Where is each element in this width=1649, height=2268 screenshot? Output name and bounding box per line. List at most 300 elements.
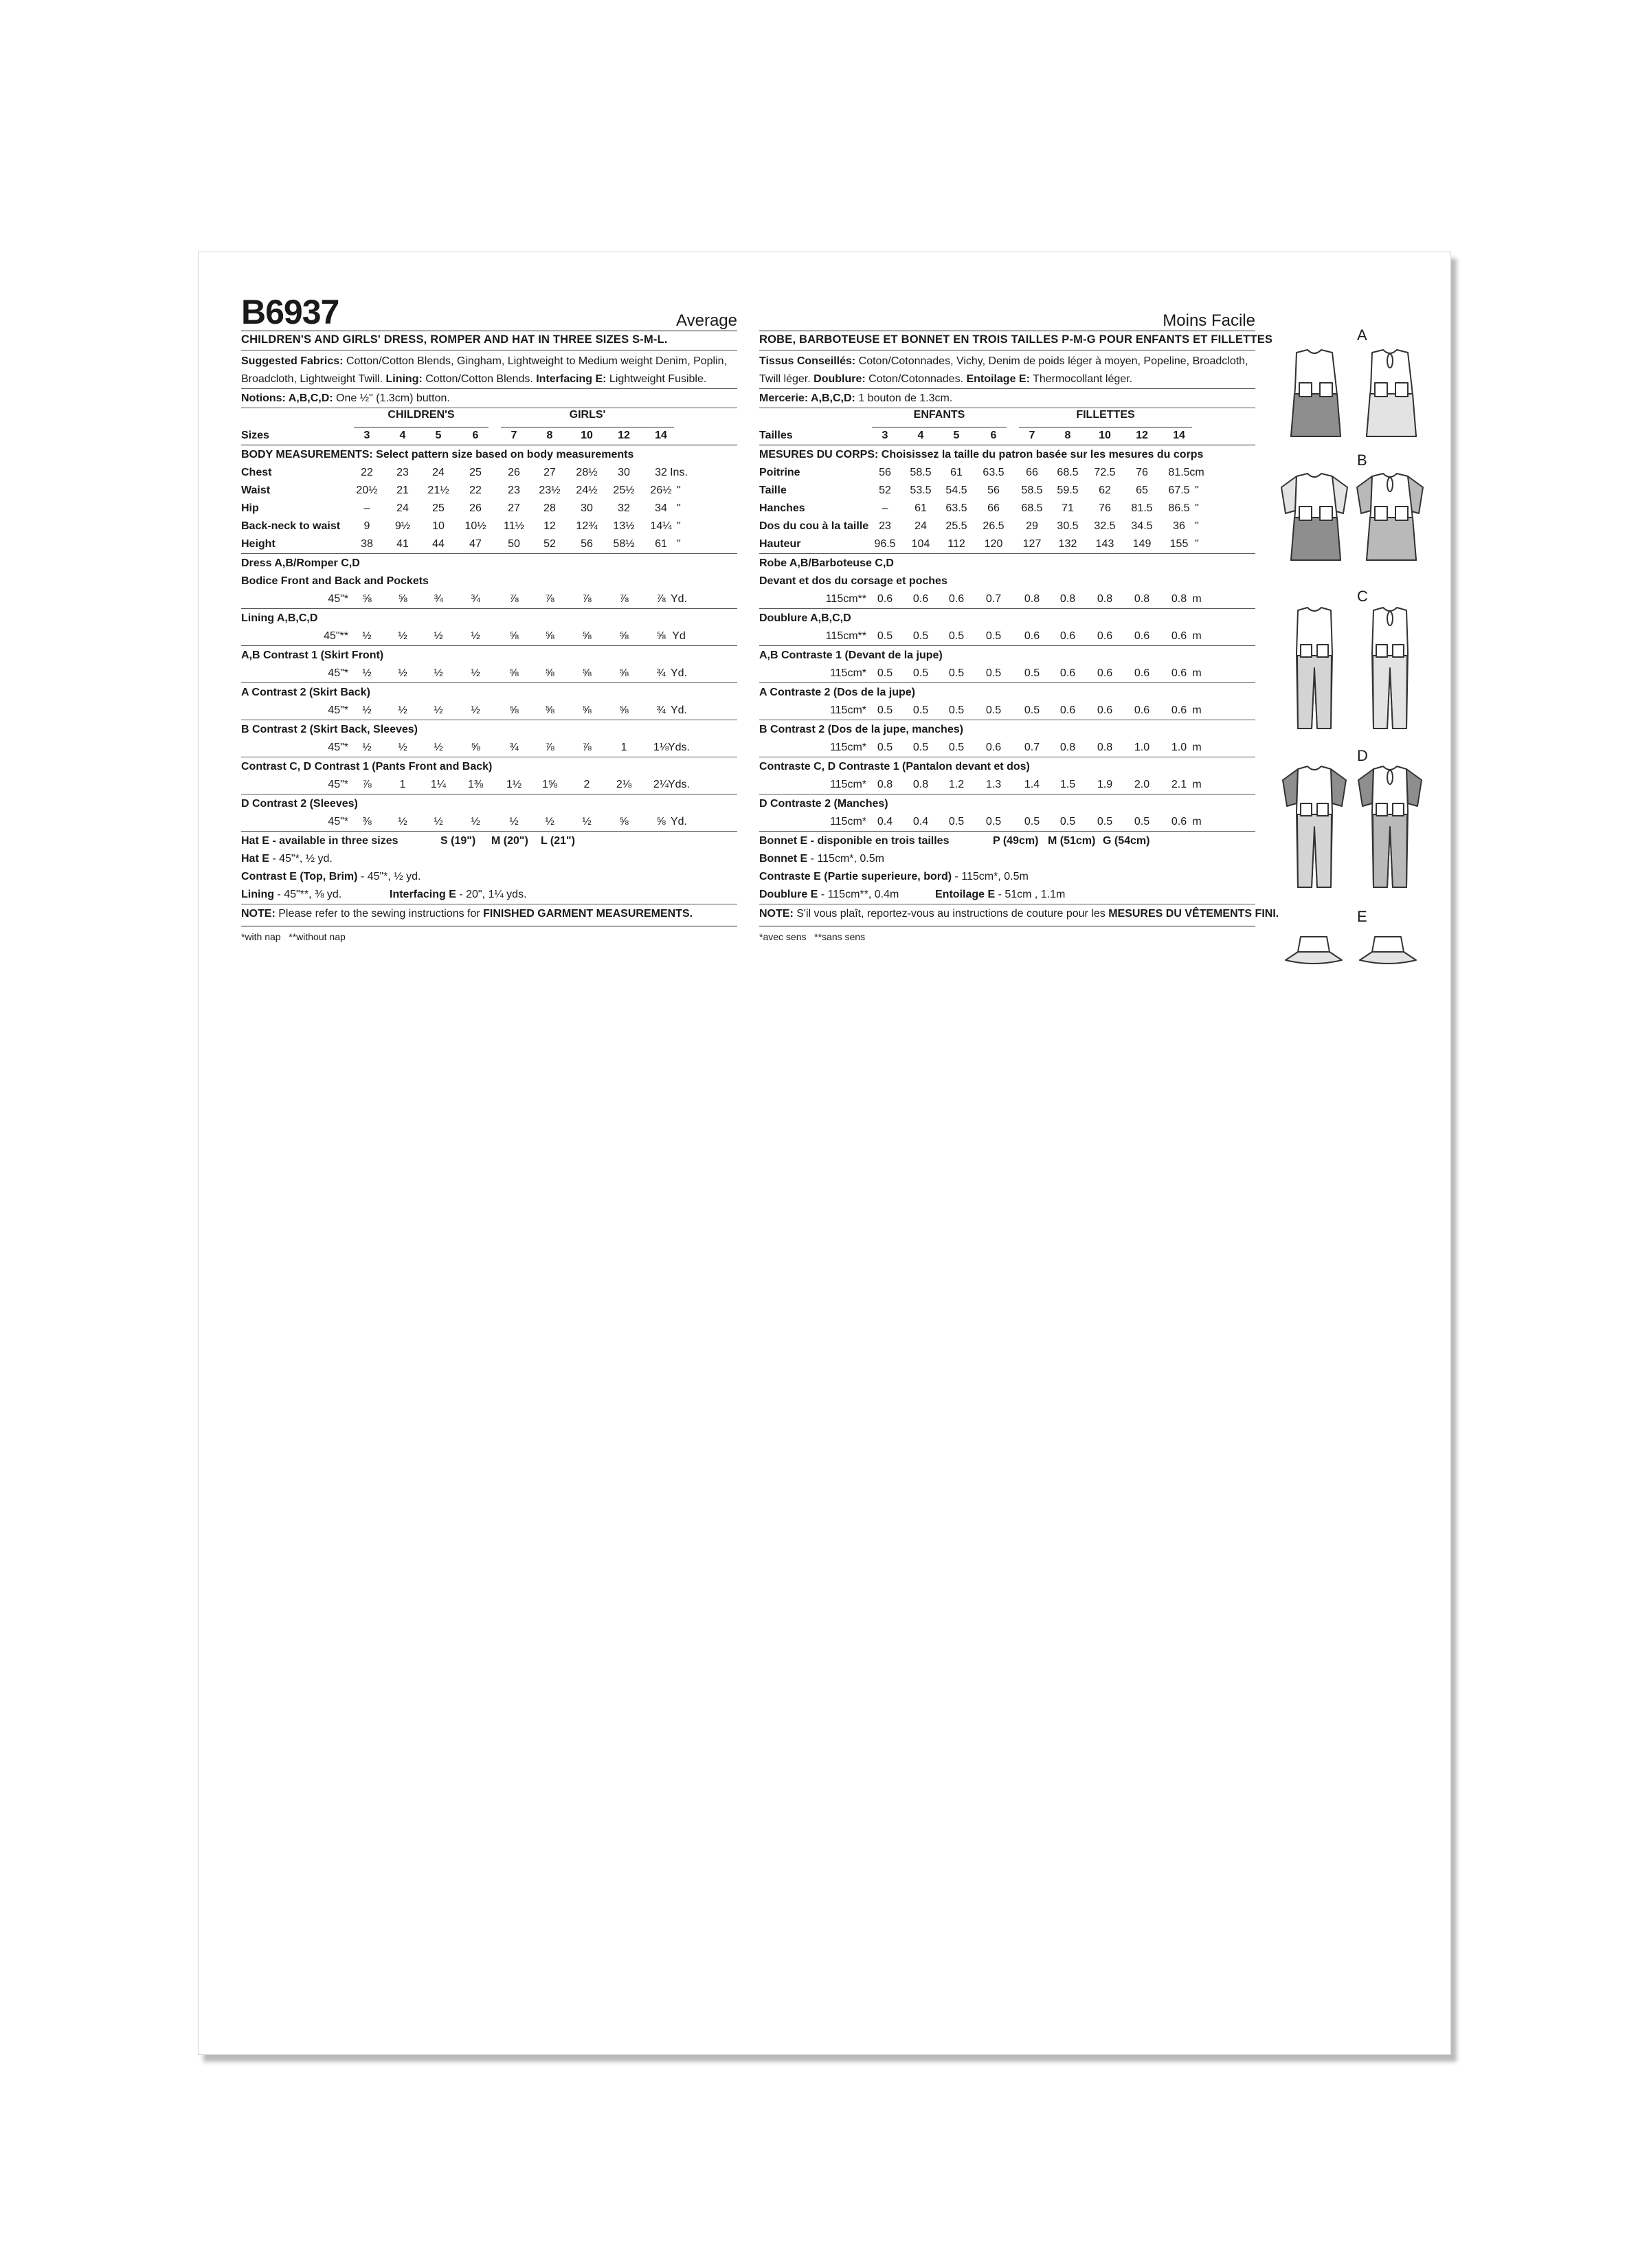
suggested-fabrics bbox=[241, 353, 737, 388]
table-cell: ⅝ bbox=[582, 704, 592, 716]
size-header: 3 bbox=[363, 430, 370, 441]
table-cell: 0.6 bbox=[1059, 630, 1076, 642]
table-cell: 0.5 bbox=[948, 667, 965, 679]
fabric-width: 115cm* bbox=[829, 704, 866, 716]
table-cell: ⅝ bbox=[509, 667, 519, 679]
table-cell: ½ bbox=[434, 630, 443, 642]
table-cell: ⅝ bbox=[509, 704, 519, 716]
table-cell: ½ bbox=[545, 816, 554, 827]
body-text: Lightweight Fusible. bbox=[606, 373, 707, 385]
table-cell: 13½ bbox=[613, 520, 635, 532]
emphasis-label: Hat E bbox=[241, 853, 269, 865]
table-cell: ⅞ bbox=[545, 593, 554, 605]
table-cell: 96.5 bbox=[874, 538, 896, 550]
table-cell: 71 bbox=[1062, 502, 1074, 514]
table-cell: – bbox=[882, 502, 888, 514]
table-cell: ¾ bbox=[434, 593, 443, 605]
view-label-c: C bbox=[1357, 588, 1368, 605]
table-cell: 24 bbox=[432, 467, 445, 478]
table-cell: 10½ bbox=[464, 520, 486, 532]
table-cell: 30.5 bbox=[1057, 520, 1079, 532]
hat-lining bbox=[241, 886, 341, 904]
table-cell: ½ bbox=[362, 704, 372, 716]
table-cell: ⅞ bbox=[509, 593, 519, 605]
unit-cell: Yd. bbox=[670, 593, 687, 605]
size-header: 14 bbox=[1173, 430, 1185, 441]
unit-cell: m bbox=[1192, 704, 1202, 716]
table-cell: 32 bbox=[618, 502, 630, 514]
table-cell: 58.5 bbox=[1021, 485, 1043, 496]
table-row bbox=[241, 665, 737, 682]
table-cell: 50 bbox=[508, 538, 520, 550]
yardage-item-heading bbox=[759, 721, 1255, 739]
table-cell: 11½ bbox=[504, 520, 524, 532]
table-cell: 0.5 bbox=[948, 704, 965, 716]
table-cell: ⅝ bbox=[545, 704, 554, 716]
table-cell: ⅝ bbox=[619, 667, 629, 679]
notions bbox=[241, 390, 737, 408]
table-cell: 21½ bbox=[427, 485, 449, 496]
table-cell: 58.5 bbox=[910, 467, 932, 478]
row-label: Bonnet E - disponible en trois tailles bbox=[759, 835, 950, 847]
table-cell: 0.5 bbox=[985, 816, 1002, 827]
divider bbox=[759, 682, 1255, 683]
yardage-item-heading bbox=[241, 647, 737, 665]
note-text-wrap bbox=[241, 905, 693, 923]
table-cell: ⅞ bbox=[362, 779, 372, 790]
size-header: 7 bbox=[511, 430, 517, 441]
table-cell: 0.6 bbox=[1171, 816, 1187, 827]
table-cell: 127 bbox=[1022, 538, 1042, 550]
row-label: Lining A,B,C,D bbox=[241, 612, 318, 624]
yardage-item-heading bbox=[759, 795, 1255, 813]
table-cell: 0.5 bbox=[948, 816, 965, 827]
table-cell: 61 bbox=[950, 467, 963, 478]
hat-sizes-row bbox=[241, 832, 737, 850]
table-cell: 2.0 bbox=[1134, 779, 1150, 790]
table-cell: 0.5 bbox=[912, 704, 929, 716]
table-row bbox=[759, 627, 1255, 645]
table-cell: 14¼ bbox=[650, 520, 672, 532]
table-cell: ⅞ bbox=[545, 742, 554, 753]
table-cell: ¾ bbox=[656, 667, 666, 679]
body-text: - 115cm*, 0.5m bbox=[807, 853, 884, 865]
hat-interfacing bbox=[390, 886, 527, 904]
note-emphasis: FINISHED GARMENT MEASUREMENTS. bbox=[483, 908, 693, 920]
row-label: Back-neck to waist bbox=[241, 520, 341, 532]
table-cell: ½ bbox=[509, 816, 519, 827]
table-cell: 26½ bbox=[650, 485, 672, 496]
table-row bbox=[241, 464, 737, 482]
table-cell: 56 bbox=[987, 485, 1000, 496]
yardage-item-heading bbox=[759, 758, 1255, 776]
table-cell: ⅝ bbox=[545, 667, 554, 679]
table-cell: 30 bbox=[581, 502, 593, 514]
hat-lining bbox=[759, 886, 899, 904]
difficulty-level: Average bbox=[676, 311, 737, 330]
table-cell: 59.5 bbox=[1057, 485, 1079, 496]
table-cell: 56 bbox=[879, 467, 891, 478]
table-cell: 66 bbox=[987, 502, 1000, 514]
table-cell: 9 bbox=[363, 520, 370, 532]
table-cell: 0.8 bbox=[1059, 742, 1076, 753]
yardage-item-heading bbox=[241, 721, 737, 739]
table-cell: ½ bbox=[398, 667, 407, 679]
hat-size: L (21") bbox=[541, 835, 575, 847]
table-row bbox=[759, 482, 1255, 500]
unit-cell: " bbox=[677, 520, 681, 532]
suggested-fabrics bbox=[759, 353, 1255, 388]
row-label: Height bbox=[241, 538, 276, 550]
table-cell: 0.6 bbox=[1059, 704, 1076, 716]
table-cell: 25½ bbox=[613, 485, 635, 496]
row-label: B Contrast 2 (Skirt Back, Sleeves) bbox=[241, 724, 418, 735]
size-group-label: GIRLS' bbox=[569, 409, 606, 421]
table-cell: 0.5 bbox=[912, 630, 929, 642]
table-cell: 149 bbox=[1132, 538, 1152, 550]
table-cell: ½ bbox=[582, 816, 592, 827]
table-cell: 0.6 bbox=[1171, 667, 1187, 679]
row-label: A Contraste 2 (Dos de la jupe) bbox=[759, 687, 915, 698]
table-cell: 61 bbox=[915, 502, 927, 514]
unit-cell: Yd. bbox=[670, 667, 687, 679]
table-cell: ⅝ bbox=[619, 704, 629, 716]
table-cell: 26 bbox=[469, 502, 482, 514]
fabric-width: 115cm** bbox=[825, 593, 866, 605]
table-row bbox=[759, 500, 1255, 518]
divider bbox=[241, 553, 737, 554]
yardage-heading bbox=[759, 555, 1255, 572]
table-cell: 0.6 bbox=[1171, 630, 1187, 642]
section-heading: Robe A,B/Barboteuse C,D bbox=[759, 557, 894, 569]
table-cell: ⅞ bbox=[582, 742, 592, 753]
size-header: 10 bbox=[581, 430, 593, 441]
size-header: 8 bbox=[546, 430, 553, 441]
unit-cell: m bbox=[1192, 816, 1202, 827]
emphasis-label: Entoilage E: bbox=[966, 373, 1030, 385]
table-cell: 1.0 bbox=[1171, 742, 1187, 753]
row-label: Hat E - available in three sizes bbox=[241, 835, 399, 847]
table-cell: ⅝ bbox=[656, 816, 666, 827]
table-cell: 0.6 bbox=[1024, 630, 1040, 642]
size-header: 5 bbox=[435, 430, 442, 441]
fabric-width: 45"** bbox=[324, 630, 348, 642]
size-header: 14 bbox=[655, 430, 667, 441]
table-cell: 0.6 bbox=[1059, 667, 1076, 679]
table-row bbox=[241, 535, 737, 553]
table-cell: 1 bbox=[399, 779, 406, 790]
emphasis-label: Contraste E (Partie superieure, bord) bbox=[759, 871, 952, 882]
pattern-sheet bbox=[198, 252, 1451, 2055]
footnote: *with nap **without nap bbox=[241, 931, 346, 942]
hat-yardage-line bbox=[759, 850, 1255, 868]
table-cell: 22 bbox=[469, 485, 482, 496]
fabric-width: 115cm** bbox=[825, 630, 866, 642]
dress-b-illustration bbox=[1275, 471, 1439, 567]
unit-cell: " bbox=[1195, 485, 1199, 496]
table-cell: ⅝ bbox=[582, 630, 592, 642]
fabric-width: 115cm* bbox=[829, 742, 866, 753]
hat-lining-row bbox=[759, 886, 1255, 904]
size-header: 5 bbox=[953, 430, 960, 441]
table-cell: 2.1 bbox=[1171, 779, 1187, 790]
table-cell: 0.5 bbox=[985, 630, 1002, 642]
table-cell: ¾ bbox=[509, 742, 519, 753]
table-row bbox=[759, 535, 1255, 553]
table-row bbox=[759, 464, 1255, 482]
table-cell: 9½ bbox=[394, 520, 411, 532]
table-cell: 1½ bbox=[506, 779, 522, 790]
hat-yardage-line bbox=[759, 868, 1255, 886]
table-cell: 10 bbox=[432, 520, 445, 532]
view-label-d: D bbox=[1357, 747, 1368, 764]
table-row bbox=[759, 739, 1255, 757]
row-label: Doublure A,B,C,D bbox=[759, 612, 851, 624]
table-cell: 0.6 bbox=[1134, 704, 1150, 716]
size-group-label: ENFANTS bbox=[913, 409, 965, 421]
row-label: A Contrast 2 (Skirt Back) bbox=[241, 687, 370, 698]
table-row bbox=[241, 500, 737, 518]
emphasis-label: Interfacing E bbox=[390, 889, 456, 900]
table-cell: 66 bbox=[1026, 467, 1038, 478]
table-cell: ½ bbox=[471, 630, 480, 642]
table-cell: 0.6 bbox=[912, 593, 929, 605]
size-header: 3 bbox=[882, 430, 888, 441]
note bbox=[759, 905, 1279, 923]
table-cell: ⅝ bbox=[398, 593, 407, 605]
unit-cell: " bbox=[677, 502, 681, 514]
table-cell: 52 bbox=[543, 538, 556, 550]
unit-cell: m bbox=[1192, 742, 1202, 753]
fabric-width: 115cm* bbox=[829, 779, 866, 790]
table-row bbox=[759, 813, 1255, 831]
hat-sizes-row bbox=[759, 832, 1255, 850]
yardage-item-heading bbox=[241, 610, 737, 627]
unit-cell: " bbox=[677, 538, 681, 550]
table-cell: 22 bbox=[361, 467, 373, 478]
table-cell: ⅝ bbox=[471, 742, 480, 753]
unit-cell: Yds. bbox=[667, 779, 690, 790]
table-cell: ⅝ bbox=[362, 593, 372, 605]
divider bbox=[759, 350, 1255, 351]
size-header: 4 bbox=[917, 430, 924, 441]
table-cell: 23 bbox=[508, 485, 520, 496]
table-cell: ¾ bbox=[656, 704, 666, 716]
divider bbox=[759, 831, 1255, 832]
table-cell: 0.5 bbox=[948, 630, 965, 642]
table-cell: 44 bbox=[432, 538, 445, 550]
emphasis-label: Interfacing E: bbox=[536, 373, 607, 385]
table-cell: 0.8 bbox=[877, 779, 893, 790]
view-label-a: A bbox=[1357, 326, 1367, 344]
table-cell: 28½ bbox=[576, 467, 598, 478]
table-cell: 104 bbox=[911, 538, 930, 550]
table-cell: ½ bbox=[398, 704, 407, 716]
hat-yardage-line bbox=[241, 850, 737, 868]
table-cell: ⅝ bbox=[545, 630, 554, 642]
table-cell: 1.3 bbox=[985, 779, 1002, 790]
table-cell: 0.5 bbox=[985, 667, 1002, 679]
table-cell: ⅞ bbox=[582, 593, 592, 605]
row-label: Contraste C, D Contraste 1 (Pantalon devant et dos) bbox=[759, 761, 1030, 772]
table-cell: 61 bbox=[655, 538, 667, 550]
table-cell: 34.5 bbox=[1131, 520, 1153, 532]
table-cell: 23½ bbox=[539, 485, 561, 496]
table-cell: 1⅜ bbox=[467, 779, 484, 790]
table-cell: 0.8 bbox=[1097, 742, 1113, 753]
table-row bbox=[241, 776, 737, 794]
size-header: 6 bbox=[990, 430, 997, 441]
unit-cell: Yd. bbox=[670, 704, 687, 716]
hat-lining-row bbox=[241, 886, 737, 904]
table-row bbox=[241, 813, 737, 831]
row-label: Taille bbox=[759, 485, 787, 496]
table-cell: 0.5 bbox=[1134, 816, 1150, 827]
divider bbox=[241, 645, 737, 646]
table-cell: 0.8 bbox=[1171, 593, 1187, 605]
table-cell: 21 bbox=[396, 485, 409, 496]
table-cell: ½ bbox=[434, 667, 443, 679]
table-cell: 0.8 bbox=[1134, 593, 1150, 605]
table-cell: 112 bbox=[947, 538, 965, 550]
table-row bbox=[241, 627, 737, 645]
emphasis-label: Mercerie: A,B,C,D: bbox=[759, 392, 855, 404]
body-text: - 115cm*, 0.5m bbox=[952, 871, 1029, 882]
fabric-width: 115cm* bbox=[829, 667, 866, 679]
notions bbox=[759, 390, 1255, 408]
table-cell: 0.5 bbox=[1059, 816, 1076, 827]
table-cell: 65 bbox=[1136, 485, 1148, 496]
table-cell: 0.5 bbox=[1024, 667, 1040, 679]
yardage-item-heading bbox=[241, 684, 737, 702]
table-cell: 0.6 bbox=[948, 593, 965, 605]
row-label: Chest bbox=[241, 467, 272, 478]
table-cell: ½ bbox=[434, 742, 443, 753]
table-cell: 62 bbox=[1099, 485, 1111, 496]
note-text: S'il vous plaît, reportez-vous au instructions de couture pour les bbox=[793, 908, 1109, 920]
table-cell: ½ bbox=[398, 742, 407, 753]
table-cell: 23 bbox=[396, 467, 409, 478]
table-cell: 0.5 bbox=[912, 742, 929, 753]
table-cell: 25.5 bbox=[945, 520, 967, 532]
row-label: Bodice Front and Back and Pockets bbox=[241, 575, 429, 587]
body-measurements-heading bbox=[241, 446, 737, 464]
body-text: - 115cm**, 0.4m bbox=[818, 889, 899, 900]
unit-cell: " bbox=[1195, 502, 1199, 514]
table-cell: 27 bbox=[508, 502, 520, 514]
table-cell: 27 bbox=[543, 467, 556, 478]
fabric-width: 45"* bbox=[328, 816, 348, 827]
yardage-item-heading bbox=[759, 684, 1255, 702]
table-cell: 0.7 bbox=[1024, 742, 1040, 753]
table-cell: 63.5 bbox=[945, 502, 967, 514]
row-label: D Contraste 2 (Manches) bbox=[759, 798, 888, 810]
note-text-wrap bbox=[759, 905, 1279, 923]
unit-cell: Ins. bbox=[670, 467, 688, 478]
table-cell: 0.5 bbox=[877, 742, 893, 753]
yardage-item-heading bbox=[759, 647, 1255, 665]
row-label: B Contrast 2 (Dos de la jupe, manches) bbox=[759, 724, 963, 735]
table-cell: 155 bbox=[1169, 538, 1189, 550]
body-text: - 20", 1¼ yds. bbox=[456, 889, 527, 900]
table-cell: 53.5 bbox=[910, 485, 932, 496]
hat-e-illustration bbox=[1275, 929, 1439, 970]
pattern-title: ROBE, BARBOTEUSE ET BONNET EN TROIS TAILLES P-M-G POUR ENFANTS ET FILLETTES bbox=[759, 333, 1273, 346]
dress-a-illustration bbox=[1275, 347, 1439, 443]
table-cell: 68.5 bbox=[1057, 467, 1079, 478]
table-cell: 0.4 bbox=[912, 816, 929, 827]
body-text: - 45"*, ½ yd. bbox=[357, 871, 421, 882]
table-cell: 56 bbox=[581, 538, 593, 550]
size-header: 8 bbox=[1064, 430, 1071, 441]
view-label-b: B bbox=[1357, 452, 1367, 469]
size-header: 10 bbox=[1099, 430, 1111, 441]
fabric-width: 45"* bbox=[328, 779, 348, 790]
table-cell: 38 bbox=[361, 538, 373, 550]
table-row bbox=[241, 739, 737, 757]
unit-cell: " bbox=[677, 485, 681, 496]
table-cell: 20½ bbox=[356, 485, 378, 496]
table-cell: 1⅛ bbox=[653, 742, 669, 753]
yardage-item-heading bbox=[241, 758, 737, 776]
table-row bbox=[241, 518, 737, 535]
table-cell: 41 bbox=[396, 538, 409, 550]
divider bbox=[241, 350, 737, 351]
table-cell: 1 bbox=[620, 742, 627, 753]
table-row bbox=[241, 590, 737, 608]
table-cell: 132 bbox=[1058, 538, 1077, 550]
table-row bbox=[241, 482, 737, 500]
size-group-label: FILLETTES bbox=[1076, 409, 1135, 421]
table-cell: ⅝ bbox=[582, 667, 592, 679]
fabric-width: 45"* bbox=[328, 704, 348, 716]
table-cell: 1.2 bbox=[948, 779, 965, 790]
table-cell: 81.5 bbox=[1131, 502, 1153, 514]
row-label: Contrast C, D Contrast 1 (Pants Front and Back) bbox=[241, 761, 493, 772]
view-label-e: E bbox=[1357, 908, 1367, 925]
table-cell: 143 bbox=[1095, 538, 1114, 550]
table-cell: 54.5 bbox=[945, 485, 967, 496]
table-cell: 36 bbox=[1173, 520, 1185, 532]
table-cell: 0.5 bbox=[1024, 816, 1040, 827]
divider bbox=[759, 388, 1255, 389]
divider bbox=[241, 388, 737, 389]
table-cell: 32.5 bbox=[1094, 520, 1116, 532]
unit-cell: " bbox=[1195, 538, 1199, 550]
table-cell: 34 bbox=[655, 502, 667, 514]
table-cell: 23 bbox=[879, 520, 891, 532]
table-cell: ⅝ bbox=[656, 630, 666, 642]
unit-cell: m bbox=[1192, 779, 1202, 790]
table-cell: 0.6 bbox=[1097, 667, 1113, 679]
table-cell: 63.5 bbox=[983, 467, 1005, 478]
table-cell: ½ bbox=[362, 630, 372, 642]
table-cell: 0.6 bbox=[1097, 630, 1113, 642]
footnote: *avec sens **sans sens bbox=[759, 931, 866, 942]
table-cell: 58½ bbox=[613, 538, 635, 550]
note-label: NOTE: bbox=[759, 908, 794, 920]
emphasis-label: Lining bbox=[241, 889, 274, 900]
unit-cell: Yd. bbox=[670, 816, 687, 827]
romper-c-illustration bbox=[1275, 605, 1439, 735]
hat-size: G (54cm) bbox=[1103, 835, 1150, 847]
table-cell: 76 bbox=[1136, 467, 1148, 478]
table-cell: 0.6 bbox=[1097, 704, 1113, 716]
view-illustrations bbox=[1275, 326, 1439, 1247]
emphasis-label: Tissus Conseillés: bbox=[759, 355, 856, 367]
emphasis-label: Doublure E bbox=[759, 889, 818, 900]
table-cell: 2⅛ bbox=[616, 779, 632, 790]
